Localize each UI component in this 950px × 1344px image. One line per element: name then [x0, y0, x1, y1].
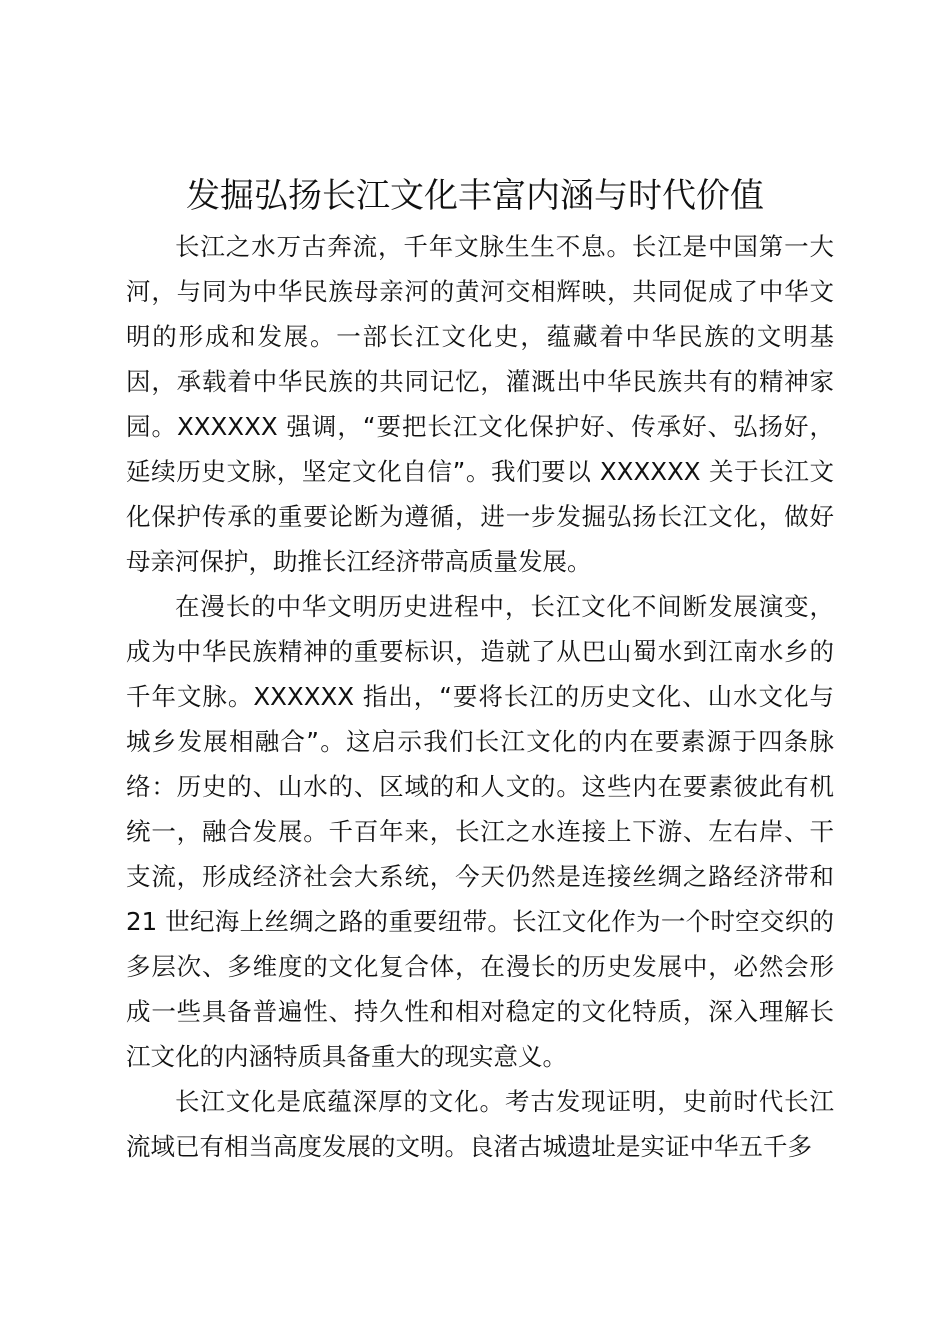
document-body [126, 224, 834, 1169]
paragraph-2: 在漫长的中华文明历史进程中，长江文化不间断发展演变，成为中华民族精神的重要标识，造就了从巴山蜀水到江南水乡的千年文脉。XXXXXX 指出，“要将长江的历史文化、山水文化与城乡发展相融合”。这启示我们长江文化的内在要素源于四条脉络：历史的、山水的、区域的和人文的。这些内在要素彼此有机统一，融合发展。千百年来，长江之水连接上下游、左右岸、干支流，形成经济社会大系统，今天仍然是连接丝绸之路经济带和 21 世纪海上丝绸之路的重要纽带。长江文化作为一个时空交织的多层次、多维度的文化复合体，在漫长的历史发展中，必然会形成一些具备普遍性、持久性和相对稳定的文化特质，深入理解长江文化的内涵特质具备重大的现实意义。 [126, 592, 834, 1071]
paragraph-3: 长江文化是底蕴深厚的文化。考古发现证明，史前时代长江流域已有相当高度发展的文明。良渚古城遗址是实证中华五千多 [126, 1087, 834, 1161]
paragraph-1: 长江之水万古奔流，千年文脉生生不息。长江是中国第一大河，与同为中华民族母亲河的黄河交相辉映，共同促成了中华文明的形成和发展。一部长江文化史，蕴藏着中华民族的文明基因，承载着中华民族的共同记忆，灌溉出中华民族共有的精神家园。XXXXXX 强调，“要把长江文化保护好、传承好、弘扬好，延续历史文脉，坚定文化自信”。我们要以 XXXXXX 关于长江文化保护传承的重要论断为遵循，进一步发掘弘扬长江文化，做好母亲河保护，助推长江经济带高质量发展。 [126, 232, 834, 576]
document-title: 发掘弘扬长江文化丰富内涵与时代价值 [186, 176, 764, 216]
